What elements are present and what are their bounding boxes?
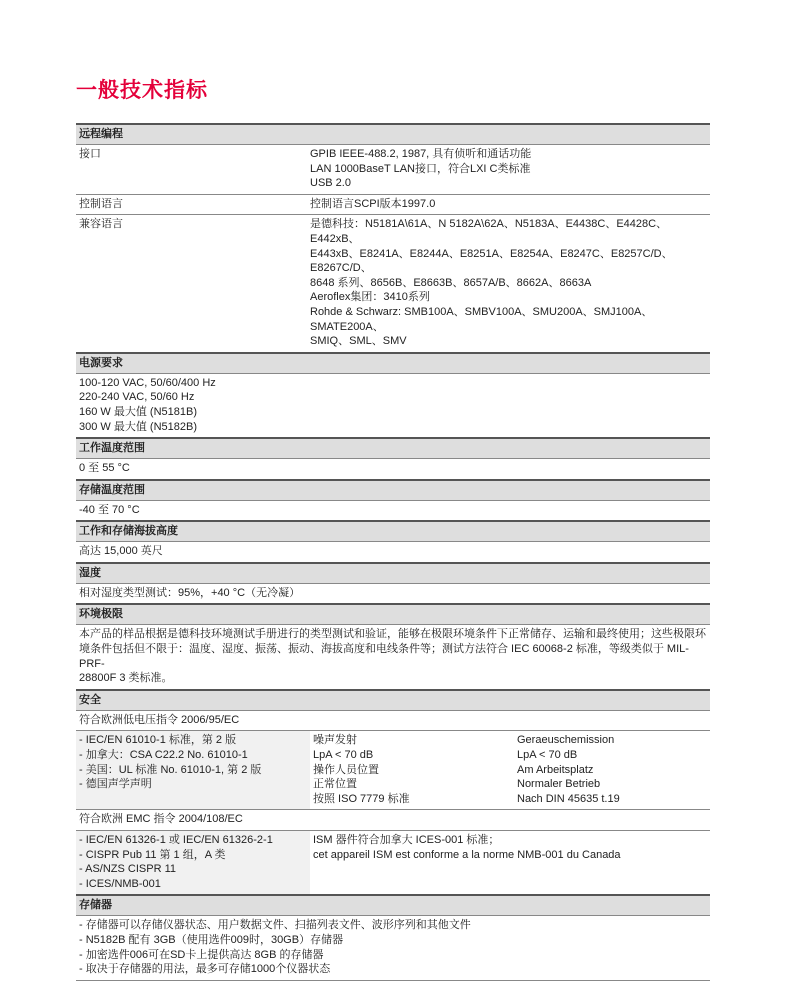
power-lines xyxy=(76,373,710,437)
spec-value-line: GPIB IEEE-488.2, 1987, 具有侦听和通话功能 xyxy=(310,148,532,160)
safety-standards xyxy=(76,731,310,809)
op-temp-value: 0 至 55 °C xyxy=(76,458,710,479)
text-line: - 德国声学声明 xyxy=(79,778,152,791)
text-line: 操作人员位置 xyxy=(313,763,379,776)
environment-text xyxy=(76,624,710,688)
text-line: - 存储器可以存储仪器状态、用户数据文件、扫描列表文件、波形序列和其他文件 xyxy=(79,919,471,932)
spec-row xyxy=(76,214,710,351)
text-line: 本产品的样品根据是德科技环境测试手册进行的类型测试和验证，能够在极限环境条件下正常储存、运输和最终使用；这些极限环 xyxy=(79,628,706,641)
text-line: LpA < 70 dB xyxy=(517,749,578,762)
emc-ism-note xyxy=(310,831,710,894)
text-line: Normaler Betrieb xyxy=(517,778,601,791)
spec-value-line: LAN 1000BaseT LAN接口，符合LXI C类标准 xyxy=(310,162,531,175)
spec-value-line: SMIQ、SML、SMV xyxy=(310,335,407,348)
emc-standards xyxy=(76,831,310,894)
spec-value-line: E443xB、E8241A、E8244A、E8251A、E8254A、E8247C、E8257C/D、E8267C/D、 xyxy=(310,247,673,275)
text-line: - IEC/EN 61010-1 标准，第 2 版 xyxy=(79,734,237,747)
spec-value xyxy=(310,147,707,191)
spec-value-line: Rohde & Schwarz: SMB100A、SMBV100A、SMU200A、SMJ100A、SMATE200A、 xyxy=(310,305,653,333)
text-line: ISM 器件符合加拿大 ICES-001 标准； xyxy=(313,834,500,846)
altitude-value: 高达 15,000 英尺 xyxy=(76,541,710,562)
spec-value-line: 控制语言SCPI版本1997.0 xyxy=(310,197,436,210)
text-line: - N5182B 配有 3GB（使用选件009时，30GB）存储器 xyxy=(79,933,344,946)
spec-table xyxy=(76,123,710,981)
emc-table xyxy=(76,830,710,894)
text-line: 按照 ISO 7779 标准 xyxy=(313,792,410,805)
text-line: 噪声发射 xyxy=(313,734,357,747)
text-line: - 加密选件006可在SD卡上提供高达 8GB 的存储器 xyxy=(79,948,324,961)
text-line: 100-120 VAC, 50/60/400 Hz xyxy=(79,376,216,389)
text-line: 境条件包括但不限于：温度、湿度、振荡、振动、海拔高度和电线条件等；测试方法符合 IEC 60068-2 标准，等级类似于 MIL-PRF- xyxy=(79,643,689,670)
text-line: 300 W 最大值 (N5182B) xyxy=(79,420,197,433)
spec-value-line: 是德科技：N5181A\61A、N 5182A\62A、N5183A、E4438C、E4428C、E442xB、 xyxy=(310,218,668,245)
text-line: cet appareil ISM est conforme a la norme NMB-001 du Canada xyxy=(313,848,621,861)
spec-key: 接口 xyxy=(79,148,101,160)
safety-emc: 符合欧洲 EMC 指令 2004/108/EC xyxy=(76,809,710,830)
noise-emission-zh xyxy=(310,731,514,809)
section-header-environment: 环境极限 xyxy=(76,603,710,624)
noise-emission-de xyxy=(514,731,710,809)
section-header-memory: 存储器 xyxy=(76,894,710,915)
text-line: 28800F 3 类标准。 xyxy=(79,672,173,685)
spec-value-line: Aeroflex集团：3410系列 xyxy=(310,291,430,304)
spec-value xyxy=(310,217,707,348)
text-line: 正常位置 xyxy=(313,778,357,791)
safety-table xyxy=(76,730,710,809)
text-line: LpA < 70 dB xyxy=(313,749,374,762)
spec-row xyxy=(76,194,710,215)
section-header-humidity: 湿度 xyxy=(76,562,710,583)
safety-lvd: 符合欧洲低电压指令 2006/95/EC xyxy=(76,710,710,731)
section-header-store-temp: 存储温度范围 xyxy=(76,479,710,500)
page-title: 一般技术指标 xyxy=(76,79,208,102)
spec-key: 兼容语言 xyxy=(79,218,123,231)
section-header-safety: 安全 xyxy=(76,689,710,710)
text-line: - 加拿大：CSA C22.2 No. 61010-1 xyxy=(79,749,248,762)
text-line: - IEC/EN 61326-1 或 IEC/EN 61326-2-1 xyxy=(79,834,273,846)
text-line: - 美国：UL 标准 No. 61010-1, 第 2 版 xyxy=(79,763,262,776)
spec-key: 控制语言 xyxy=(79,197,123,210)
text-line: Nach DIN 45635 t.19 xyxy=(517,792,620,805)
text-line: - ICES/NMB-001 xyxy=(79,877,161,890)
section-header-altitude: 工作和存储海拔高度 xyxy=(76,520,710,541)
spec-row xyxy=(76,144,710,194)
memory-lines xyxy=(76,915,710,980)
text-line: 160 W 最大值 (N5181B) xyxy=(79,405,197,418)
spec-value-line: USB 2.0 xyxy=(310,177,351,190)
text-line: - AS/NZS CISPR 11 xyxy=(79,863,176,876)
store-temp-value: -40 至 70 °C xyxy=(76,500,710,521)
spec-value-line: 8648 系列、8656B、E8663B、8657A/B、8662A、8663A xyxy=(310,276,592,289)
text-line: - 取决于存储器的用法，最多可存储1000个仪器状态 xyxy=(79,963,331,976)
section-header-power: 电源要求 xyxy=(76,352,710,373)
humidity-value: 相对湿度类型测试：95%，+40 °C（无冷凝） xyxy=(76,583,710,604)
text-line: Geraeuschemission xyxy=(517,734,615,747)
text-line: 220-240 VAC, 50/60 Hz xyxy=(79,391,195,404)
text-line: - CISPR Pub 11 第 1 组，A 类 xyxy=(79,848,226,861)
text-line: Am Arbeitsplatz xyxy=(517,763,594,776)
spec-value xyxy=(310,197,707,212)
section-header-remote: 远程编程 xyxy=(76,123,710,144)
section-header-op-temp: 工作温度范围 xyxy=(76,437,710,458)
